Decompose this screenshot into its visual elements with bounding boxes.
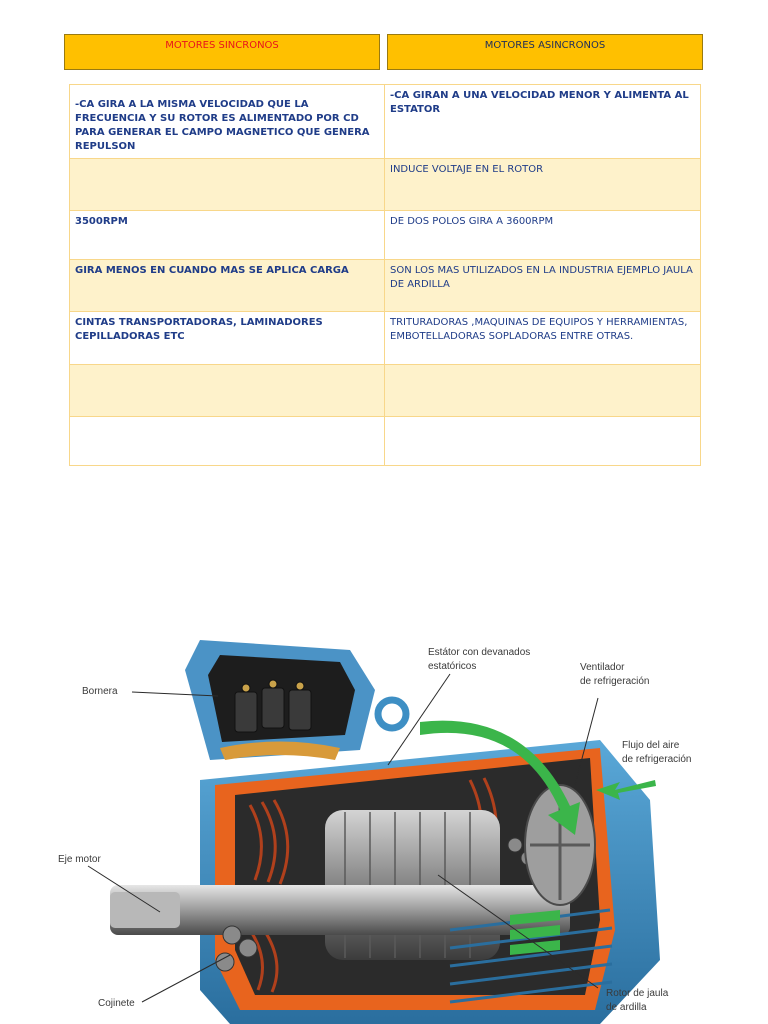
label-flujo-aire: Flujo del aire (622, 740, 680, 751)
table-cell: GIRA MENOS EN CUANDO MAS SE APLICA CARGA (70, 260, 385, 312)
terminal-block (235, 680, 311, 732)
table-cell: -CA GIRA A LA MISMA VELOCIDAD QUE LA FRECUENCIA Y SU ROTOR ES ALIMENTADO POR CD PARA GENERAR EL CAMPO MAGNETICO QUE GENERA REPULSON (70, 85, 385, 159)
motor-cutaway-illustration (0, 630, 768, 1024)
label-cojinete: Cojinete (98, 998, 135, 1009)
table-cell (70, 417, 385, 466)
table-cell: DE DOS POLOS GIRA A 3600RPM (385, 211, 701, 260)
table-cell: 3500RPM (70, 211, 385, 260)
label-ventilador: Ventilador (580, 662, 625, 673)
header-motores-asincronos: MOTORES ASINCRONOS (387, 34, 703, 70)
label-estator: estatóricos (428, 661, 477, 672)
table-row (70, 159, 701, 211)
table-cell: CINTAS TRANSPORTADORAS, LAMINADORES CEPILLADORAS ETC (70, 312, 385, 365)
table-cell: -CA GIRAN A UNA VELOCIDAD MENOR Y ALIMENTA AL ESTATOR (385, 85, 701, 159)
table-cell: INDUCE VOLTAJE EN EL ROTOR (385, 159, 701, 211)
motor-cutaway-figure (0, 630, 768, 1024)
table-row (70, 365, 701, 417)
comparison-table (69, 84, 701, 466)
table-row (70, 417, 701, 466)
label-flujo-aire: de refrigeración (622, 754, 692, 765)
header-motores-sincronos: MOTORES SINCRONOS (64, 34, 380, 70)
table-cell: TRITURADORAS ,MAQUINAS DE EQUIPOS Y HERRAMIENTAS, EMBOTELLADORAS SOPLADORAS ENTRE OTRAS. (385, 312, 701, 365)
table-row (70, 211, 701, 260)
table-cell (70, 365, 385, 417)
lifting-eye (378, 700, 406, 728)
table-row (70, 312, 701, 365)
table-cell: SON LOS MAS UTILIZADOS EN LA INDUSTRIA EJEMPLO JAULA DE ARDILLA (385, 260, 701, 312)
airflow-arrow (510, 910, 560, 955)
label-eje-motor: Eje motor (58, 854, 101, 865)
table-row (70, 260, 701, 312)
label-bornera: Bornera (82, 686, 118, 697)
label-ventilador: de refrigeración (580, 676, 650, 687)
label-rotor-jaula: de ardilla (606, 1002, 647, 1013)
table-cell (70, 159, 385, 211)
table-cell (385, 417, 701, 466)
label-rotor-jaula: Rotor de jaula (606, 988, 669, 999)
table-cell (385, 365, 701, 417)
table-row (70, 85, 701, 159)
label-estator: Estátor con devanados (428, 647, 531, 658)
